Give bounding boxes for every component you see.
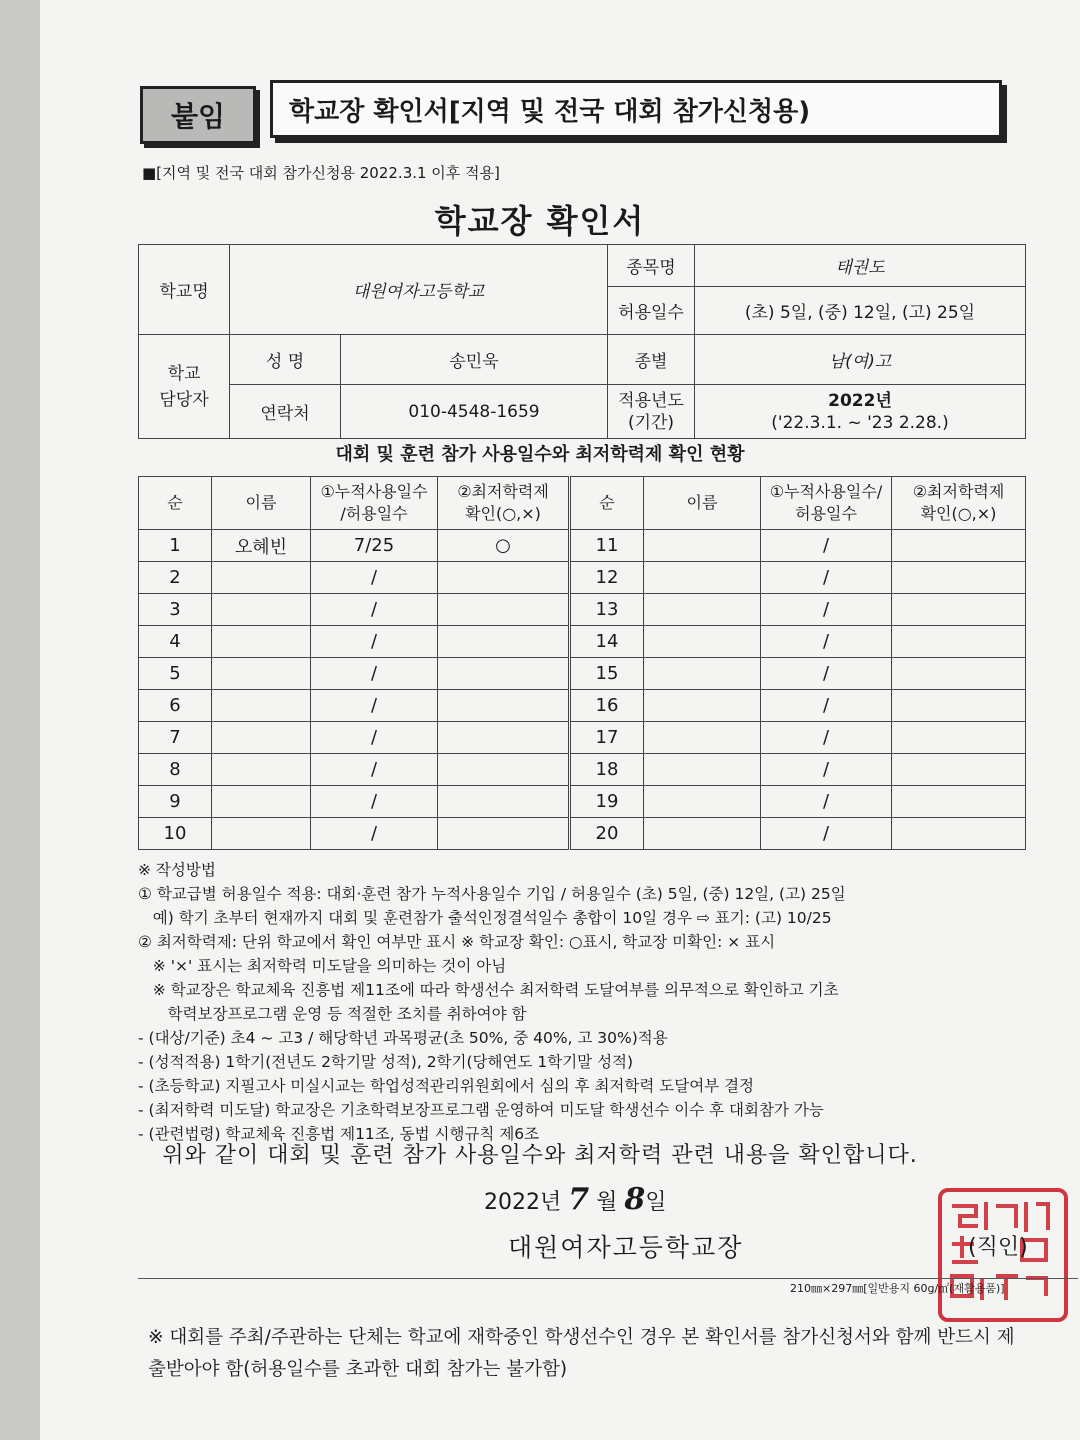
allowed-days-value: (초) 5일, (중) 12일, (고) 25일 — [695, 287, 1026, 335]
school-name-value: 대원여자고등학교 — [230, 245, 608, 335]
col-days: ①누적사용일수 /허용일수 — [311, 477, 438, 530]
academic-check — [438, 658, 570, 690]
col-name-right: 이름 — [644, 477, 761, 530]
instruction-line: ② 최저학력제: 단위 학교에서 확인 여부만 표시 ※ 학교장 확인: ○표시, 학교장 미확인: × 표시 — [138, 933, 776, 951]
academic-check-right — [892, 530, 1026, 562]
col-name: 이름 — [212, 477, 311, 530]
row-number: 5 — [139, 658, 212, 690]
instruction-line: - (대상/기준) 초4 ~ 고3 / 해당학년 과목평균(초 50%, 중 40%, 고 30%)적용 — [138, 1029, 668, 1047]
instruction-line: - (성적적용) 1학기(전년도 2학기말 성적), 2학기(당해연도 1학기말 성적) — [138, 1053, 634, 1071]
applicability-note: ■[지역 및 전국 대회 참가신청용 2022.3.1 이후 적용] — [142, 164, 500, 182]
student-name — [212, 818, 311, 850]
student-name: 오혜빈 — [212, 530, 311, 562]
student-name — [212, 562, 311, 594]
table-body — [139, 530, 1026, 850]
date-day: 8 — [624, 1182, 646, 1217]
instruction-line: ※ 학교장은 학교체육 진흥법 제11조에 따라 학생선수 최저학력 도달여부를 의무적으로 확인하고 기초 — [138, 981, 839, 999]
row-number-right: 20 — [570, 818, 644, 850]
principal-name: 대원여자고등학교장 — [508, 1233, 744, 1262]
used-days: / — [311, 786, 438, 818]
used-days-right: / — [761, 754, 892, 786]
table-row — [139, 786, 1026, 818]
participation-table — [138, 476, 1026, 850]
instruction-line: - (최저학력 미도달) 학교장은 기초학력보장프로그램 운영하여 미도달 학생선수 이수 후 대회참가 가능 — [138, 1101, 824, 1119]
date-line — [484, 1182, 667, 1217]
table-row — [139, 818, 1026, 850]
table-row — [139, 594, 1026, 626]
academic-check-right — [892, 594, 1026, 626]
student-name-right — [644, 818, 761, 850]
used-days: / — [311, 626, 438, 658]
used-days-right: / — [761, 626, 892, 658]
table-row — [139, 722, 1026, 754]
date-month: 7 — [568, 1182, 590, 1217]
year-label: 적용년도 (기간) — [608, 385, 695, 439]
instruction-line: ① 학교급별 허용일수 적용: 대회·훈련 참가 누적사용일수 기입 / 허용일수 (초) 5일, (중) 12일, (고) 25일 — [138, 885, 846, 903]
used-days-right: / — [761, 818, 892, 850]
allowed-days-label: 허용일수 — [608, 287, 695, 335]
academic-check — [438, 562, 570, 594]
event-value: 태권도 — [695, 245, 1026, 287]
attachment-label: 붙임 — [170, 100, 226, 133]
date-day-unit: 일 — [645, 1190, 667, 1215]
academic-check — [438, 786, 570, 818]
student-name — [212, 658, 311, 690]
date-month-unit: 월 — [596, 1190, 618, 1215]
student-name — [212, 786, 311, 818]
academic-check — [438, 690, 570, 722]
student-name-right — [644, 594, 761, 626]
event-label: 종목명 — [608, 245, 695, 287]
used-days-right: / — [761, 594, 892, 626]
student-name-right — [644, 562, 761, 594]
attachment-tab — [140, 86, 256, 144]
student-name-right — [644, 722, 761, 754]
manager-name-value: 송민욱 — [341, 335, 608, 385]
row-number-right: 19 — [570, 786, 644, 818]
academic-check — [438, 722, 570, 754]
academic-check-right — [892, 754, 1026, 786]
instruction-line: 학력보장프로그램 운영 등 적절한 조치를 취하여야 함 — [138, 1005, 527, 1023]
row-number: 10 — [139, 818, 212, 850]
row-number-right: 16 — [570, 690, 644, 722]
header-title-text: 학교장 확인서[지역 및 전국 대회 참가신청용) — [289, 96, 811, 127]
instruction-line: - (관련법령) 학교체육 진흥법 제11조, 동법 시행규칙 제6조 — [138, 1125, 540, 1143]
used-days: / — [311, 562, 438, 594]
row-number-right: 15 — [570, 658, 644, 690]
row-number: 7 — [139, 722, 212, 754]
used-days: / — [311, 722, 438, 754]
student-name-right — [644, 690, 761, 722]
row-number: 6 — [139, 690, 212, 722]
school-name-label: 학교명 — [139, 245, 230, 335]
student-name — [212, 626, 311, 658]
table-row — [139, 754, 1026, 786]
table-row — [139, 530, 1026, 562]
academic-check-right — [892, 722, 1026, 754]
used-days: / — [311, 594, 438, 626]
paper-spec: 210㎜×297㎜[일반용지 60g/㎡(재활용품)] — [790, 1282, 1005, 1295]
academic-check-right — [892, 562, 1026, 594]
used-days-right: / — [761, 722, 892, 754]
academic-check — [438, 626, 570, 658]
table-row — [139, 562, 1026, 594]
student-name-right — [644, 530, 761, 562]
section-title: 대회 및 훈련 참가 사용일수와 최저학력제 확인 현황 — [335, 444, 745, 465]
period-value: ('22.3.1. ~ '23 2.28.) — [771, 412, 949, 433]
instruction-line: ※ '×' 표시는 최저학력 미도달을 의미하는 것이 아님 — [138, 957, 507, 975]
year-cell — [695, 385, 1026, 439]
row-number: 9 — [139, 786, 212, 818]
instruction-line: - (초등학교) 지필고사 미실시교는 학업성적관리위원회에서 심의 후 최저학력 도달여부 결정 — [138, 1077, 755, 1095]
manager-label: 학교 담당자 — [139, 335, 230, 439]
academic-check-right — [892, 658, 1026, 690]
academic-check-right — [892, 818, 1026, 850]
academic-check — [438, 818, 570, 850]
row-number-right: 17 — [570, 722, 644, 754]
row-number-right: 11 — [570, 530, 644, 562]
col-no-right: 순 — [570, 477, 644, 530]
manager-name-label: 성 명 — [230, 335, 341, 385]
contact-value: 010-4548-1659 — [341, 385, 608, 439]
table-header-row — [139, 477, 1026, 530]
student-name-right — [644, 754, 761, 786]
row-number: 8 — [139, 754, 212, 786]
student-name — [212, 754, 311, 786]
document-header-title — [270, 80, 1002, 138]
table-row — [139, 626, 1026, 658]
row-number: 4 — [139, 626, 212, 658]
contact-label: 연락처 — [230, 385, 341, 439]
seal-label: (직인) — [968, 1235, 1028, 1260]
student-name-right — [644, 786, 761, 818]
row-number-right: 14 — [570, 626, 644, 658]
used-days: / — [311, 754, 438, 786]
used-days: 7/25 — [311, 530, 438, 562]
gender-value: 남(여)고 — [695, 335, 1026, 385]
used-days-right: / — [761, 658, 892, 690]
student-name — [212, 594, 311, 626]
academic-check: ○ — [438, 530, 570, 562]
academic-check — [438, 594, 570, 626]
row-number: 1 — [139, 530, 212, 562]
instruction-line: ※ 작성방법 — [138, 861, 216, 879]
used-days-right: / — [761, 562, 892, 594]
academic-check-right — [892, 786, 1026, 818]
year-value: 2022년 — [828, 390, 892, 411]
page-title: 학교장 확인서 — [434, 202, 646, 240]
instruction-line: 예) 학기 초부터 현재까지 대회 및 훈련참가 출석인정결석일수 총합이 10일 경우 ⇨ 표기: (고) 10/25 — [138, 909, 832, 927]
col-academic-right: ②최저학력제 확인(○,×) — [892, 477, 1026, 530]
student-name — [212, 690, 311, 722]
table-row — [139, 690, 1026, 722]
used-days: / — [311, 658, 438, 690]
academic-check — [438, 754, 570, 786]
used-days: / — [311, 690, 438, 722]
row-number-right: 12 — [570, 562, 644, 594]
writing-instructions — [138, 858, 1038, 1146]
used-days-right: / — [761, 690, 892, 722]
row-number-right: 13 — [570, 594, 644, 626]
used-days-right: / — [761, 530, 892, 562]
student-name-right — [644, 658, 761, 690]
row-number: 2 — [139, 562, 212, 594]
col-academic: ②최저학력제 확인(○,×) — [438, 477, 570, 530]
student-name — [212, 722, 311, 754]
row-number: 3 — [139, 594, 212, 626]
used-days: / — [311, 818, 438, 850]
student-name-right — [644, 626, 761, 658]
academic-check-right — [892, 690, 1026, 722]
date-year: 2022년 — [484, 1190, 562, 1215]
gender-label: 종별 — [608, 335, 695, 385]
footer-note: ※ 대회를 주최/주관하는 단체는 학교에 재학중인 학생선수인 경우 본 확인서를 참가신청서와 함께 반드시 제출받아야 함(허용일수를 초과한 대회 참가는 불가함) — [148, 1327, 1015, 1380]
col-no: 순 — [139, 477, 212, 530]
col-days-right: ①누적사용일수/ 허용일수 — [761, 477, 892, 530]
used-days-right: / — [761, 786, 892, 818]
row-number-right: 18 — [570, 754, 644, 786]
table-row — [139, 658, 1026, 690]
confirmation-statement: 위와 같이 대회 및 훈련 참가 사용일수와 최저학력 관련 내용을 확인합니다. — [162, 1143, 918, 1168]
school-info-table — [138, 244, 1026, 439]
divider — [138, 1278, 1078, 1279]
academic-check-right — [892, 626, 1026, 658]
